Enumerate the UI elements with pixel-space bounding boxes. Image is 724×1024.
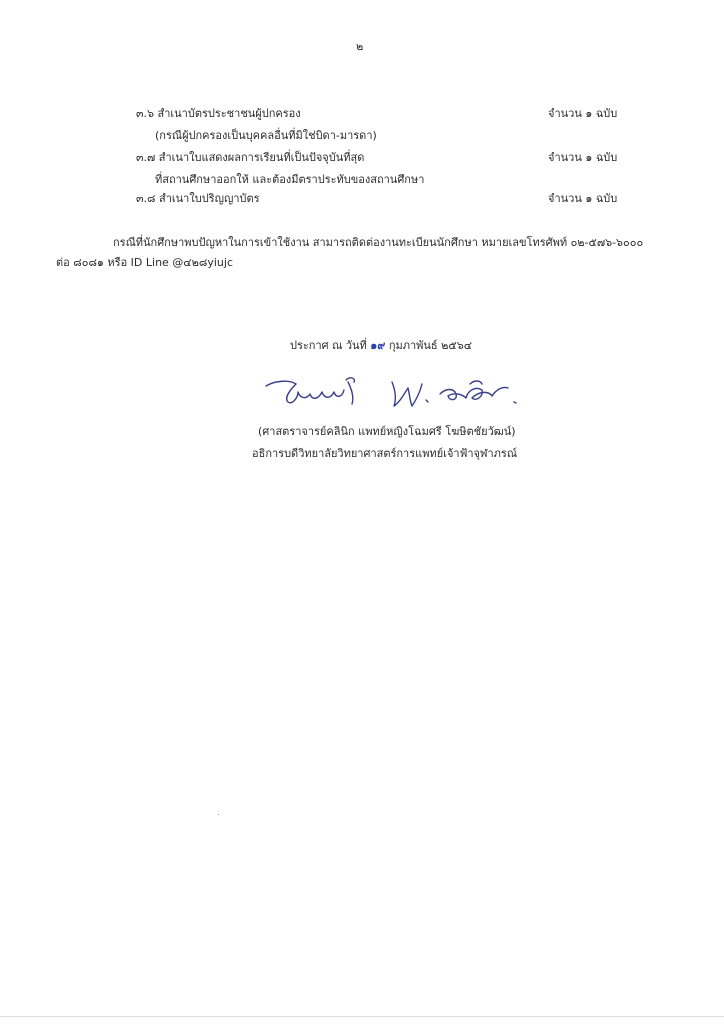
announce-month-year: กุมภาพันธ์ ๒๕๖๔ — [388, 339, 473, 352]
list-item-3-7-quantity: จำนวน ๑ ฉบับ — [548, 151, 618, 164]
signatory-name: (ศาสตราจารย์คลินิก แพทย์หญิงโฉมศรี โฆษิตชัยวัฒน์) — [258, 425, 516, 438]
signatory-position: อธิการบดีวิทยาลัยวิทยาศาสตร์การแพทย์เจ้าฟ้าจุฬาภรณ์ — [252, 447, 518, 460]
list-item-3-8-quantity: จำนวน ๑ ฉบับ — [548, 192, 618, 205]
scan-speck — [218, 814, 219, 815]
announce-day: ๑๙ — [370, 339, 386, 352]
list-item-3-7-note: ที่สถานศึกษาออกให้ และต้องมีตราประทับของสถานศึกษา — [155, 173, 425, 186]
page-number: ๒ — [356, 40, 364, 53]
list-item-3-7: ๓.๗ สำเนาใบแสดงผลการเรียนที่เป็นปัจจุบันที่สุด — [136, 151, 365, 164]
list-item-3-6: ๓.๖ สำเนาบัตรประชาชนผู้ปกครอง — [136, 107, 301, 120]
page-bottom-edge — [0, 1016, 724, 1017]
list-item-3-8: ๓.๘ สำเนาใบปริญญาบัตร — [136, 192, 260, 205]
announce-date — [290, 339, 472, 353]
contact-paragraph-line1: กรณีที่นักศึกษาพบปัญหาในการเข้าใช้งาน สามารถติดต่องานทะเบียนนักศึกษา หมายเลขโทรศัพท์ ๐๒-๕๗๖-๖๐๐๐ — [113, 236, 644, 249]
list-item-3-6-quantity: จำนวน ๑ ฉบับ — [548, 107, 618, 120]
handwritten-signature — [262, 372, 532, 412]
contact-paragraph-line2: ต่อ ๘๐๘๑ หรือ ID Line @๔๒๘yiujc — [56, 256, 234, 269]
list-item-3-6-note: (กรณีผู้ปกครองเป็นบุคคลอื่นที่มิใช่บิดา-มารดา) — [155, 129, 377, 142]
announce-prefix: ประกาศ ณ วันที่ — [290, 339, 367, 352]
